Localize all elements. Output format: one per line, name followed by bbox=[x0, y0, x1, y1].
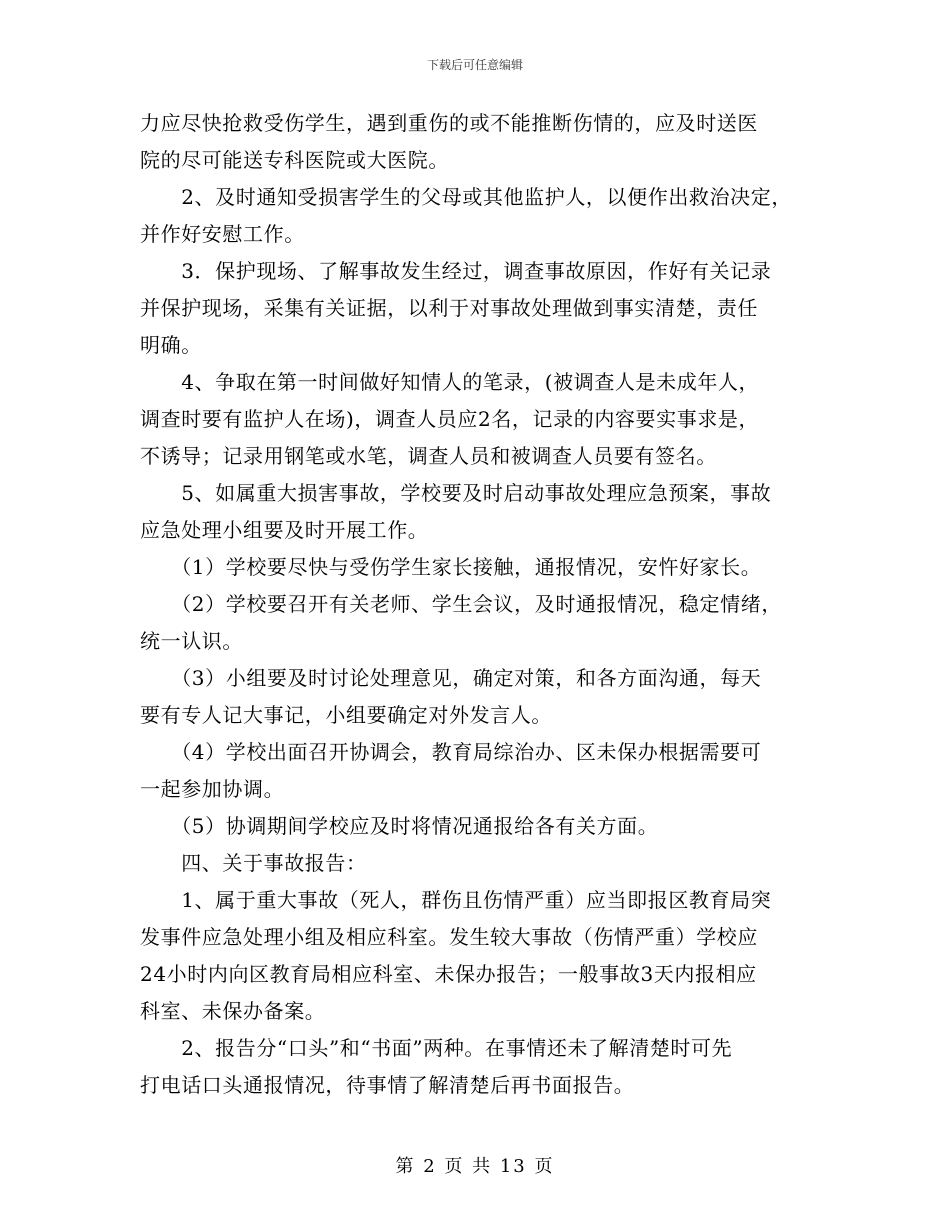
text-line: 应急处理小组要及时开展工作。 bbox=[140, 518, 429, 542]
text-line: 24小时内向区教育局相应科室、未保办报告；一般事故3天内报相应 bbox=[140, 962, 757, 986]
text-line: 5、如属重大损害事故，学校要及时启动事故处理应急预案，事故 bbox=[140, 481, 772, 505]
page-header-note: 下载后可任意编辑 bbox=[426, 58, 523, 72]
text-line: 一起参加协调。 bbox=[140, 777, 285, 801]
text-line: （2）学校要召开有关老师、学生会议，及时通报情况，稳定情绪， bbox=[140, 592, 782, 616]
text-line: 科室、未保办备案。 bbox=[140, 999, 326, 1023]
document-body bbox=[140, 105, 820, 1104]
text-line: 四、关于事故报告： bbox=[140, 851, 367, 875]
text-line: 并保护现场，采集有关证据，以利于对事故处理做到事实清楚，责任 bbox=[140, 296, 758, 320]
text-line: 发事件应急处理小组及相应科室。发生较大事故（伤情严重）学校应 bbox=[140, 925, 758, 949]
text-line: 统一认识。 bbox=[140, 629, 243, 653]
text-line: 2、及时通知受损害学生的父母或其他监护人，以便作出救治决定， bbox=[140, 185, 792, 209]
text-line: 力应尽快抢救受伤学生，遇到重伤的或不能推断伤情的，应及时送医 bbox=[140, 111, 758, 135]
text-line: （1）学校要尽快与受伤学生家长接触，通报情况，安忤好家长。 bbox=[140, 555, 762, 579]
text-line: 不诱导；记录用钢笔或水笔，调查人员和被调查人员要有签名。 bbox=[140, 444, 717, 468]
text-line: 调查时要有监护人在场)，调查人员应2名，记录的内容要实事求是， bbox=[140, 407, 760, 431]
text-line: （3）小组要及时讨论处理意见，确定对策，和各方面沟通，每天 bbox=[140, 666, 762, 690]
text-line: 2、报告分“口头”和“书面”两种。在事情还未了解清楚时可先 bbox=[140, 1036, 733, 1060]
page-number-footer: 第 2 页 共 13 页 bbox=[395, 1156, 555, 1177]
text-line: 并作好安慰工作。 bbox=[140, 222, 305, 246]
text-line: 3．保护现场、了解事故发生经过，调查事故原因，作好有关记录 bbox=[140, 259, 772, 283]
text-line: （4）学校出面召开协调会，教育局综治办、区未保办根据需要可 bbox=[140, 740, 762, 764]
text-line: 4、争取在第一时间做好知情人的笔录，(被调查人是未成年人， bbox=[140, 370, 760, 394]
text-line: 院的尽可能送专科医院或大医院。 bbox=[140, 148, 449, 172]
text-line: 要有专人记大事记，小组要确定对外发言人。 bbox=[140, 703, 552, 727]
text-line: 1、属于重大事故（死人，群伤且伤情严重）应当即报区教育局突 bbox=[140, 888, 772, 912]
text-line: 打电话口头通报情况，待事情了解清楚后再书面报告。 bbox=[140, 1073, 635, 1097]
text-line: （5）协调期间学校应及时将情况通报给各有关方面。 bbox=[140, 814, 659, 838]
text-line: 明确。 bbox=[140, 333, 202, 357]
